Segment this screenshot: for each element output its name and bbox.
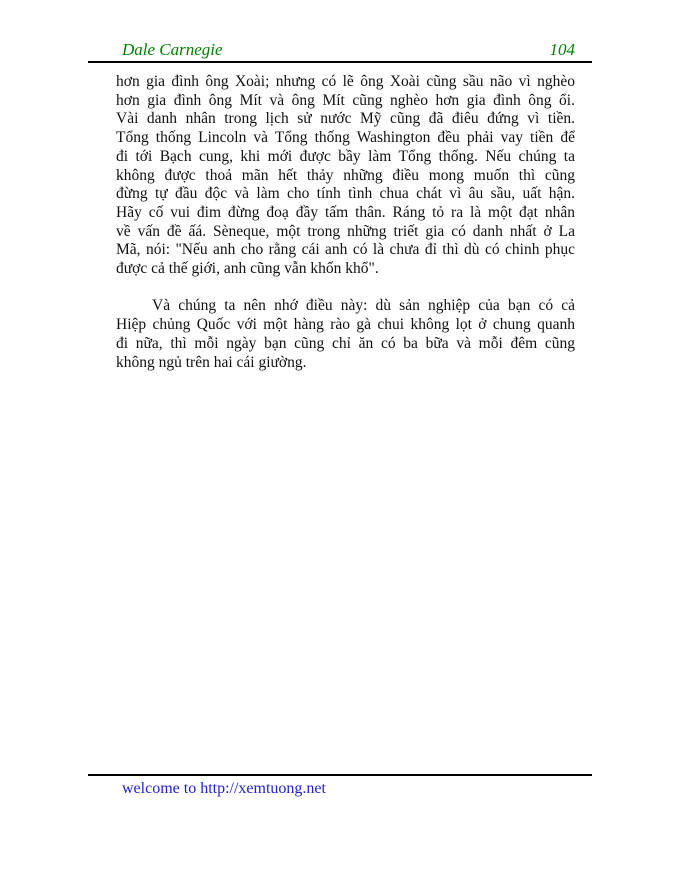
- text-line: về vấn đề ấá. Sèneque, một trong những triết gia có danh nhất ở La: [116, 222, 575, 240]
- page-number: 104: [549, 40, 575, 59]
- text-line: Tổng thống Lincoln và Tổng thống Washington đều phải vay tiền để: [116, 129, 575, 147]
- text-line: Vài danh nhân trong lịch sử nước Mỹ cũng đã điêu đứng vì tiền.: [116, 110, 575, 128]
- text-line: Và chúng ta nên nhớ điều này: dù sản nghiệp của bạn có cả: [152, 297, 575, 315]
- header-rule: [88, 61, 592, 63]
- text-line: Hiệp chủng Quốc với một hàng rào gà chui không lọt ở chung quanh: [116, 316, 575, 334]
- header-author: Dale Carnegie: [122, 40, 223, 59]
- page-header: [122, 40, 575, 60]
- footer-link[interactable]: welcome to http://xemtuong.net: [122, 780, 326, 797]
- text-line: không ngủ trên hai cái giường.: [116, 353, 307, 371]
- paragraph: [116, 73, 575, 279]
- text-line: không được thoả mãn hết thảy những điều mong muốn thì cũng: [116, 166, 575, 184]
- text-line: đi nữa, thì mỗi ngày bạn cũng chỉ ăn có ba bữa và mỗi đêm cũng: [116, 334, 575, 352]
- paragraph: [116, 297, 575, 372]
- footer-rule: [88, 774, 592, 776]
- page-footer: [122, 780, 326, 798]
- text-line: hơn gia đình ông Mít và ông Mít cũng nghèo hơn gia đình ông ổi.: [116, 91, 575, 109]
- text-line: Mã, nói: "Nếu anh cho rằng cái anh có là chưa đỉ thì dù có chinh phục: [116, 241, 575, 259]
- text-line: đừng tự đầu độc và làm cho tính tình chua chát vì âu sầu, uất hận.: [116, 185, 575, 203]
- text-line: hơn gia đình ông Xoài; nhưng có lẽ ông Xoài cũng sầu não vì nghèo: [116, 73, 575, 90]
- text-line: được cả thế giới, anh cũng vẫn khốn khổ".: [116, 260, 379, 278]
- page-body: [116, 73, 575, 372]
- text-line: đi tới Bạch cung, khi mới được bầy làm Tổng thống. Nếu chúng ta: [116, 147, 575, 165]
- text-line: Hãy cố vui đim đừng đoạ đầy tấm thân. Ráng tỏ ra là một đạt nhân: [116, 203, 575, 221]
